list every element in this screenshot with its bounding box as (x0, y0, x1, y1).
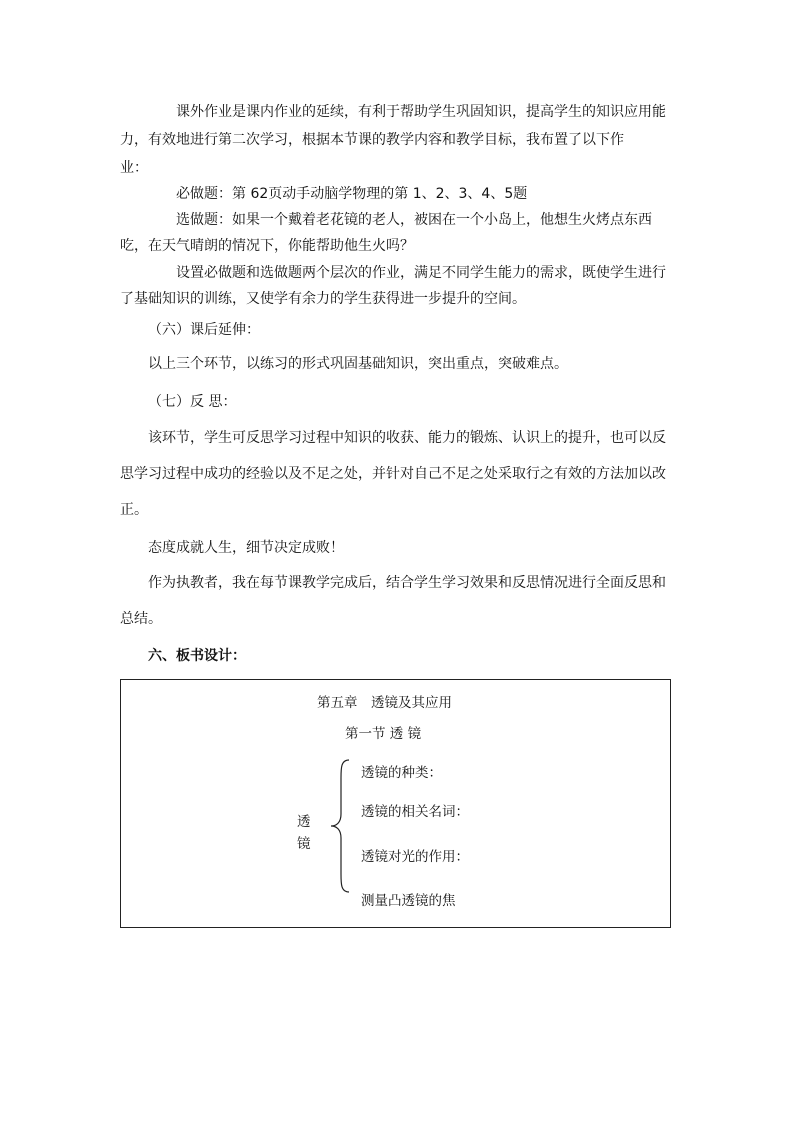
board-design-box (120, 679, 671, 928)
reflect-line1: 该环节，学生可反思学习过程中知识的收获、能力的锻炼、认识上的提升，也可以反 (148, 430, 666, 446)
optional-homework-line1: 选做题：如果一个戴着老花镜的老人，被困在一个小岛上，他想生火烤点东西 (176, 212, 652, 228)
required-homework: 必做题：第 62页动手动脑学物理的第 1、2、3、4、5题 (176, 186, 528, 202)
teacher-line1: 作为执教者，我在每节课教学完成后，结合学生学习效果和反思情况进行全面反思和 (148, 575, 666, 591)
para1-line2: 力，有效地进行第二次学习，根据本节课的教学内容和教学目标，我布置了以下作 (120, 132, 624, 148)
board-chapter: 第五章 透镜及其应用 (317, 695, 452, 711)
para1-line3: 业： (120, 160, 148, 176)
reflect-line3: 正。 (120, 502, 148, 518)
design-line2: 了基础知识的训练，又使学有余力的学生获得进一步提升的空间。 (120, 291, 526, 307)
board-side-bottom: 镜 (297, 836, 311, 852)
board-item-1: 透镜的种类： (361, 765, 442, 781)
motto: 态度成就人生，细节决定成败！ (148, 540, 344, 556)
board-side-top: 透 (297, 814, 311, 830)
para1-line1: 课外作业是课内作业的延续，有利于帮助学生巩固知识，提高学生的知识应用能 (176, 104, 666, 120)
board-item-4: 测量凸透镜的焦 (361, 893, 456, 909)
board-design-heading: 六、板书设计： (148, 648, 246, 664)
reflect-line2: 思学习过程中成功的经验以及不足之处，并针对自己不足之处采取行之有效的方法加以改 (120, 466, 666, 482)
section6-text: 以上三个环节，以练习的形式巩固基础知识，突出重点，突破难点。 (148, 356, 568, 372)
section6-heading: （六）课后延伸： (148, 322, 260, 338)
board-item-3: 透镜对光的作用： (361, 849, 469, 865)
curly-brace-icon (327, 758, 353, 894)
optional-homework-line2: 吃，在天气晴朗的情况下，你能帮助他生火吗？ (120, 238, 414, 254)
board-item-2: 透镜的相关名词： (361, 804, 469, 820)
section7-heading: （七）反 思： (148, 394, 237, 410)
design-line1: 设置必做题和选做题两个层次的作业，满足不同学生能力的需求，既使学生进行 (176, 265, 666, 281)
board-section: 第一节 透 镜 (345, 726, 422, 742)
teacher-line2: 总结。 (120, 611, 162, 627)
